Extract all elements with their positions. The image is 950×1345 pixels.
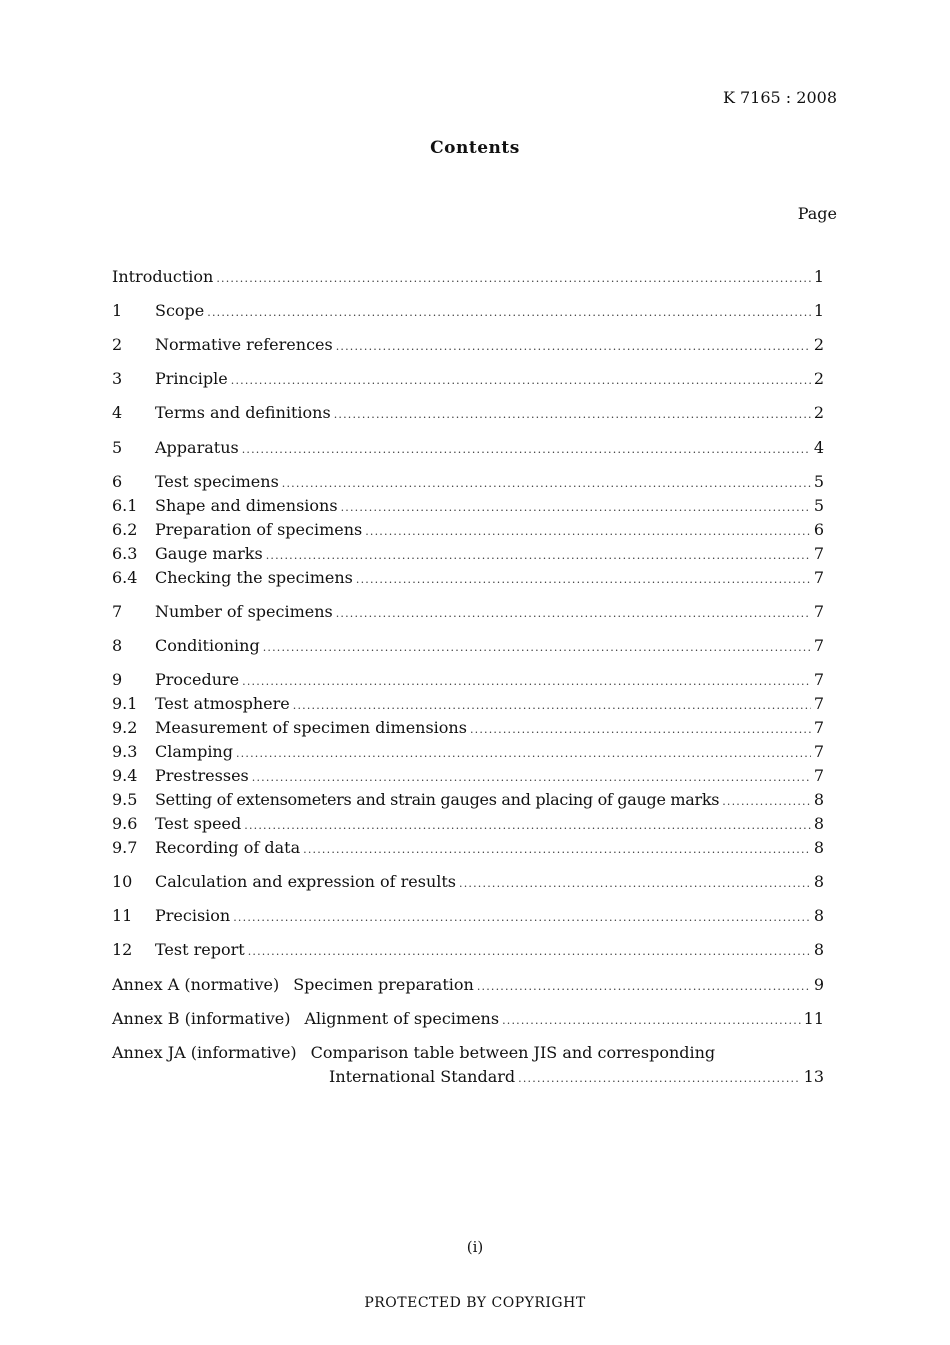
toc-entry-6-3[interactable] [112, 543, 824, 565]
page-column-header: Page [797, 204, 837, 223]
toc-entry-number: 12 [112, 940, 133, 959]
toc-entry-9-5[interactable] [112, 789, 824, 811]
toc-entry-number: 2 [112, 335, 123, 354]
toc-entry-number: 8 [112, 636, 123, 655]
dot-leader [502, 1010, 801, 1032]
toc-entry-number: 6.4 [112, 568, 138, 587]
annex-label: Annex A (normative) [112, 975, 280, 994]
dot-leader [231, 370, 811, 392]
toc-entry-title: Measurement of specimen dimensions [155, 718, 467, 737]
toc-entry-page: 4 [813, 438, 824, 457]
toc-entry-number: 9.6 [112, 814, 138, 833]
toc-annex-ja[interactable] [112, 1042, 824, 1064]
toc-entry-title: Terms and definitions [155, 403, 331, 422]
toc-entry-title: Test atmosphere [155, 694, 290, 713]
toc-entry-page: 7 [813, 544, 824, 563]
toc-entry-9-7[interactable] [112, 837, 824, 859]
toc-entry-title: Principle [155, 369, 228, 388]
toc-entry-title: Test speed [155, 814, 242, 833]
toc-entry-page: 5 [813, 496, 824, 515]
annex-page: 11 [803, 1009, 824, 1028]
toc-entry-title: Procedure [155, 670, 240, 689]
toc-entry-1[interactable] [112, 300, 824, 322]
toc-entry-number: 6.1 [112, 496, 138, 515]
toc-entry-title: Scope [155, 301, 205, 320]
toc-entry-page: 2 [813, 369, 824, 388]
toc-entry-number: 5 [112, 438, 123, 457]
toc-entry-page: 7 [813, 718, 824, 737]
toc-entry-page: 7 [813, 568, 824, 587]
toc-annex-a[interactable] [112, 974, 824, 996]
toc-entry-title: Shape and dimensions [155, 496, 338, 515]
dot-leader [303, 839, 811, 861]
annex-title: Alignment of specimens [304, 1009, 500, 1028]
toc-entry-number: 6 [112, 472, 123, 491]
dot-leader [282, 473, 811, 495]
toc-entry-4[interactable] [112, 402, 824, 424]
dot-leader [459, 873, 811, 895]
document-id: K 7165 : 2008 [722, 88, 837, 107]
toc-entry-number: 4 [112, 403, 123, 422]
toc-entry-title: Recording of data [155, 838, 301, 857]
dot-leader [365, 521, 811, 543]
dot-leader [341, 497, 811, 519]
annex-page: 9 [813, 975, 824, 994]
toc-entry-title: Normative references [155, 335, 333, 354]
toc-entry-number: 1 [112, 301, 123, 320]
toc-entry-6-2[interactable] [112, 519, 824, 541]
annex-title-line1: Comparison table between JIS and corresponding [310, 1043, 716, 1062]
dot-leader [233, 907, 811, 929]
toc-entry-title: Number of specimens [155, 602, 333, 621]
toc-entry-page: 8 [813, 814, 824, 833]
toc-entry-number: 11 [112, 906, 133, 925]
annex-label: Annex JA (informative) [112, 1043, 297, 1062]
dot-leader [518, 1068, 800, 1090]
dot-leader [477, 976, 811, 998]
dot-leader [334, 404, 811, 426]
toc-entry-number: 9.5 [112, 790, 138, 809]
toc-entry-number: 3 [112, 369, 123, 388]
toc-entry-number: 9.3 [112, 742, 138, 761]
toc-entry-title: Setting of extensometers and strain gauges and placing of gauge marks [155, 790, 720, 809]
toc-entry-3[interactable] [112, 368, 824, 390]
toc-entry-title: Conditioning [155, 636, 260, 655]
toc-entry-title: Gauge marks [155, 544, 263, 563]
toc-entry-page: 1 [813, 301, 824, 320]
toc-entry-6-4[interactable] [112, 567, 824, 589]
toc-entry-7[interactable] [112, 601, 824, 623]
toc-entry-number: 7 [112, 602, 123, 621]
toc-entry-introduction[interactable] [112, 266, 824, 288]
toc-entry-number: 9 [112, 670, 123, 689]
toc-entry-9-3[interactable] [112, 741, 824, 763]
toc-entry-12[interactable] [112, 939, 824, 961]
dot-leader [266, 545, 811, 567]
toc-entry-page: 7 [813, 766, 824, 785]
annex-title: Specimen preparation [293, 975, 474, 994]
dot-leader [207, 302, 811, 324]
toc-entry-title: Test report [155, 940, 245, 959]
toc-entry-page: 8 [813, 872, 824, 891]
toc-entry-number: 9.7 [112, 838, 138, 857]
dot-leader [336, 603, 811, 625]
dot-leader [242, 671, 811, 693]
toc-annex-ja-continued[interactable] [329, 1066, 824, 1088]
dot-leader [722, 791, 811, 813]
toc-entry-5[interactable] [112, 437, 824, 459]
toc-entry-8[interactable] [112, 635, 824, 657]
toc-entry-title: Checking the specimens [155, 568, 353, 587]
toc-annex-b[interactable] [112, 1008, 824, 1030]
toc-entry-page: 2 [813, 403, 824, 422]
dot-leader [263, 637, 811, 659]
toc-entry-page: 7 [813, 694, 824, 713]
page-title: Contents [430, 138, 520, 158]
toc-entry-title: Calculation and expression of results [155, 872, 457, 891]
toc-entry-10[interactable] [112, 871, 824, 893]
annex-label: Annex B (informative) [112, 1009, 291, 1028]
toc-entry-page: 2 [813, 335, 824, 354]
toc-entry-page: 5 [813, 472, 824, 491]
toc-entry-9[interactable] [112, 669, 824, 691]
toc-entry-page: 7 [813, 670, 824, 689]
copyright-notice: PROTECTED BY COPYRIGHT [364, 1295, 586, 1311]
toc-entry-title: Apparatus [155, 438, 239, 457]
annex-title-line2: International Standard [329, 1067, 516, 1086]
toc-entry-number: 9.1 [112, 694, 138, 713]
dot-leader [252, 767, 811, 789]
toc-entry-9-1[interactable] [112, 693, 824, 715]
toc-entry-page: 7 [813, 602, 824, 621]
toc-entry-number: 6.2 [112, 520, 138, 539]
toc-entry-6-1[interactable] [112, 495, 824, 517]
dot-leader [244, 815, 811, 837]
toc-entry-page: 8 [813, 790, 824, 809]
page-folio: (i) [466, 1238, 484, 1256]
dot-leader [242, 439, 811, 461]
toc-entry-page: 6 [813, 520, 824, 539]
toc-entry-number: 6.3 [112, 544, 138, 563]
toc-entry-page: 7 [813, 636, 824, 655]
toc-entry-9-4[interactable] [112, 765, 824, 787]
toc-entry-number: 9.4 [112, 766, 138, 785]
dot-leader [236, 743, 811, 765]
dot-leader [356, 569, 811, 591]
dot-leader [293, 695, 811, 717]
toc-entry-11[interactable] [112, 905, 824, 927]
toc-entry-page: 8 [813, 906, 824, 925]
dot-leader [470, 719, 811, 741]
toc-entry-6[interactable] [112, 471, 824, 493]
toc-entry-number: 9.2 [112, 718, 138, 737]
toc-entry-title: Preparation of specimens [155, 520, 363, 539]
toc-entry-page: 7 [813, 742, 824, 761]
dot-leader [248, 941, 811, 963]
toc-entry-title: Clamping [155, 742, 233, 761]
toc-entry-page: 8 [813, 940, 824, 959]
toc-entry-title: Test specimens [155, 472, 279, 491]
dot-leader [336, 336, 811, 358]
toc-entry-page: 1 [813, 267, 824, 286]
toc-entry-page: 8 [813, 838, 824, 857]
toc-entry-9-2[interactable] [112, 717, 824, 739]
toc-entry-title: Prestresses [155, 766, 249, 785]
annex-page: 13 [803, 1067, 824, 1086]
toc-entry-number: 10 [112, 872, 133, 891]
toc-entry-title: Introduction [112, 267, 214, 286]
dot-leader [216, 268, 810, 290]
toc-entry-title: Precision [155, 906, 231, 925]
toc-entry-2[interactable] [112, 334, 824, 356]
toc-entry-9-6[interactable] [112, 813, 824, 835]
